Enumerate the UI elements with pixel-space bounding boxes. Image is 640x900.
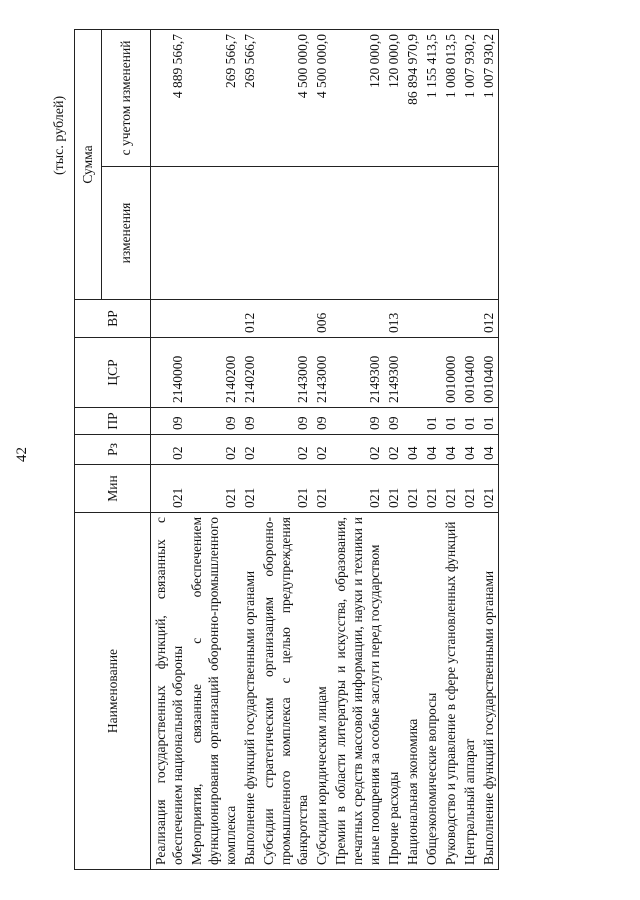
row-pr: 09 [240, 408, 259, 435]
row-name: Центральный аппарат [460, 513, 479, 870]
table-row [151, 29, 188, 869]
row-name: Выполнение функций государственными органами [479, 513, 499, 870]
row-changes [240, 167, 259, 300]
row-changes [479, 167, 499, 300]
row-total: 1 007 930,2 [479, 29, 499, 166]
row-vr [151, 300, 188, 338]
row-csr [403, 338, 422, 408]
row-total: 1 155 413,5 [422, 29, 441, 166]
row-vr [460, 300, 479, 338]
row-min: 021 [384, 465, 403, 513]
row-min: 021 [312, 465, 331, 513]
row-pr [403, 408, 422, 435]
row-changes [312, 167, 331, 300]
budget-table [74, 29, 499, 870]
header-with-changes: с учетом изменений [102, 29, 151, 166]
row-csr: 2140200 [240, 338, 259, 408]
header-csr: ЦСР [75, 338, 151, 408]
row-vr: 012 [240, 300, 259, 338]
row-vr [422, 300, 441, 338]
table-row [441, 29, 460, 869]
table-header [75, 29, 151, 869]
row-total: 1 008 013,5 [441, 29, 460, 166]
table-row [259, 29, 312, 869]
row-rz: 02 [259, 435, 312, 465]
row-changes [259, 167, 312, 300]
row-total: 120 000,0 [384, 29, 403, 166]
row-csr: 2140200 [187, 338, 240, 408]
row-pr: 09 [331, 408, 384, 435]
row-csr: 2143000 [312, 338, 331, 408]
header-rz: Рз [75, 435, 151, 465]
row-csr: 2143000 [259, 338, 312, 408]
table-row [384, 29, 403, 869]
table-row [240, 29, 259, 869]
row-pr: 09 [384, 408, 403, 435]
table-row [460, 29, 479, 869]
header-pr: ПР [75, 408, 151, 435]
row-name: Выполнение функций государственными органами [240, 513, 259, 870]
table-row [422, 29, 441, 869]
row-changes [331, 167, 384, 300]
row-total: 269 566,7 [240, 29, 259, 166]
row-name: Руководство и управление в сфере установленных функций [441, 513, 460, 870]
row-vr: 013 [384, 300, 403, 338]
row-vr [331, 300, 384, 338]
row-rz: 02 [312, 435, 331, 465]
row-rz: 04 [479, 435, 499, 465]
row-rz: 04 [422, 435, 441, 465]
row-name: Субсидии юридическим лицам [312, 513, 331, 870]
row-min: 021 [422, 465, 441, 513]
row-pr: 01 [441, 408, 460, 435]
header-changes: изменения [102, 167, 151, 300]
row-vr: 012 [479, 300, 499, 338]
row-min: 021 [460, 465, 479, 513]
table-row [331, 29, 384, 869]
row-name: Реализация государственных функций, связанных с обеспечением национальной обороны [151, 513, 188, 870]
row-csr: 2149300 [384, 338, 403, 408]
header-min: Мин [75, 465, 151, 513]
row-rz: 02 [384, 435, 403, 465]
row-pr: 09 [259, 408, 312, 435]
row-rz: 02 [151, 435, 188, 465]
row-csr [422, 338, 441, 408]
row-vr [403, 300, 422, 338]
row-name: Национальная экономика [403, 513, 422, 870]
row-pr: 01 [479, 408, 499, 435]
row-total: 4 500 000,0 [259, 29, 312, 166]
row-total: 269 566,7 [187, 29, 240, 166]
row-rz: 02 [240, 435, 259, 465]
row-name: Мероприятия, связанные с обеспечением функционирования организаций оборонно-промышленного комплекса [187, 513, 240, 870]
row-changes [187, 167, 240, 300]
table-row [403, 29, 422, 869]
row-rz: 04 [403, 435, 422, 465]
row-pr: 09 [187, 408, 240, 435]
row-total: 86 894 970,9 [403, 29, 422, 166]
row-csr: 0010400 [460, 338, 479, 408]
row-changes [460, 167, 479, 300]
header-name: Наименование [75, 513, 151, 870]
row-csr: 2140000 [151, 338, 188, 408]
row-pr: 09 [151, 408, 188, 435]
row-csr: 2149300 [331, 338, 384, 408]
row-rz: 02 [331, 435, 384, 465]
row-csr: 0010400 [479, 338, 499, 408]
row-changes [151, 167, 188, 300]
row-changes [403, 167, 422, 300]
header-sum: Сумма [75, 29, 102, 299]
table-body [151, 29, 499, 869]
row-name: Премии в области литературы и искусства, образования, печатных средств массовой информации, науки и техники и иные поощрения за особые заслуги перед государством [331, 513, 384, 870]
row-total: 4 500 000,0 [312, 29, 331, 166]
row-rz: 04 [441, 435, 460, 465]
row-vr [187, 300, 240, 338]
row-vr [441, 300, 460, 338]
row-min: 021 [151, 465, 188, 513]
row-name: Прочие расходы [384, 513, 403, 870]
row-changes [422, 167, 441, 300]
row-vr: 006 [312, 300, 331, 338]
row-min: 021 [259, 465, 312, 513]
row-min: 021 [479, 465, 499, 513]
row-min: 021 [240, 465, 259, 513]
table-row [187, 29, 240, 869]
row-total: 120 000,0 [331, 29, 384, 166]
row-name: Субсидии стратегическим организациям оборонно-промышленного комплекса с целью предупреждения банкротства [259, 513, 312, 870]
table-row [312, 29, 331, 869]
row-pr: 01 [460, 408, 479, 435]
row-csr: 0010000 [441, 338, 460, 408]
row-total: 1 007 930,2 [460, 29, 479, 166]
row-vr [259, 300, 312, 338]
row-pr: 09 [312, 408, 331, 435]
page-number: 42 [14, 447, 30, 462]
row-rz: 04 [460, 435, 479, 465]
row-min: 021 [403, 465, 422, 513]
row-changes [441, 167, 460, 300]
row-pr: 01 [422, 408, 441, 435]
header-vr: ВР [75, 300, 151, 338]
row-min: 021 [441, 465, 460, 513]
row-rz: 02 [187, 435, 240, 465]
row-min: 021 [331, 465, 384, 513]
row-name: Общеэкономические вопросы [422, 513, 441, 870]
table-row [479, 29, 499, 869]
units-label: (тыс. рублей) [52, 95, 67, 175]
row-total: 4 889 566,7 [151, 29, 188, 166]
row-min: 021 [187, 465, 240, 513]
row-changes [384, 167, 403, 300]
